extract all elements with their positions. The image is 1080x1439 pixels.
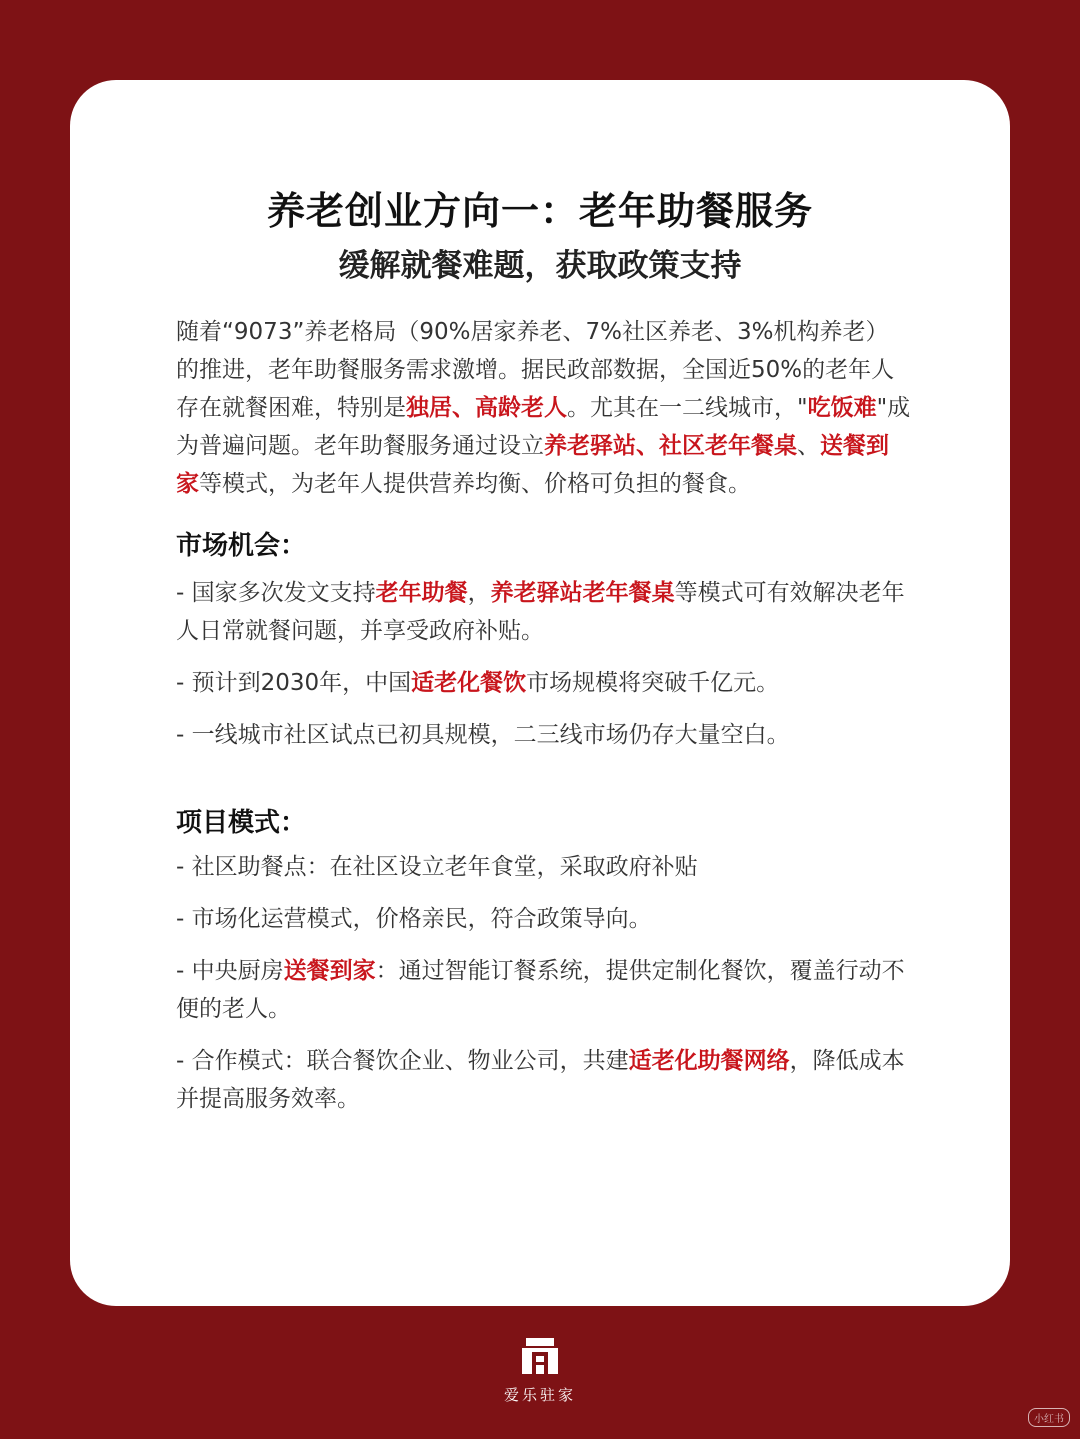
- brand-logo: [0, 1334, 1080, 1405]
- market-heading: 市场机会：: [176, 531, 307, 561]
- market-bullet-1: - 国家多次发文支持老年助餐，养老驿站老年餐桌等模式可有效解决老年人日常就餐问题，并享受政府补贴。: [176, 580, 905, 644]
- model-bullet-2: - 市场化运营模式，价格亲民，符合政策导向。: [176, 906, 652, 932]
- model-bullet-3: - 中央厨房送餐到家：通过智能订餐系统，提供定制化餐饮，覆盖行动不便的老人。: [176, 958, 905, 1022]
- model-bullet-1: - 社区助餐点：在社区设立老年食堂，采取政府补贴: [176, 854, 698, 880]
- market-bullet-3: - 一线城市社区试点已初具规模，二三线市场仍存大量空白。: [176, 722, 790, 748]
- intro-highlight: 养老驿站、社区老年餐桌: [544, 433, 797, 459]
- model-heading: 项目模式：: [176, 808, 307, 838]
- model-bullet-4: - 合作模式：联合餐饮企业、物业公司，共建适老化助餐网络，降低成本并提高服务效率。: [176, 1048, 905, 1112]
- building-logo-icon: [518, 1334, 562, 1378]
- content-card: [70, 80, 1010, 1306]
- intro-text: 等模式，为老年人提供营养均衡、价格可负担的餐食。: [199, 471, 751, 497]
- page-title: 养老创业方向一：老年助餐服务: [266, 189, 813, 233]
- intro-highlight: 送餐到家: [176, 433, 889, 497]
- intro-paragraph: [176, 313, 911, 503]
- intro-text: 随着“9073”养老格局（90%居家养老、7%社区养老、3%机构养老）的推进，老年助餐服务需求激增。据民政部数据，全国近50%的老年人存在就餐困难，特别是: [176, 319, 895, 421]
- intro-text: 、: [797, 433, 820, 459]
- intro-highlight: 独居、高龄老人: [406, 395, 567, 421]
- intro-text: "成为普遍问题。老年助餐服务通过设立: [176, 395, 911, 459]
- intro-text: 。尤其在一二线城市，": [567, 395, 808, 421]
- brand-name: 爱乐驻家: [503, 1386, 576, 1404]
- intro-highlight: 吃饭难: [807, 395, 877, 421]
- market-bullet-2: - 预计到2030年，中国适老化餐饮市场规模将突破千亿元。: [176, 670, 780, 696]
- watermark: 小红书: [1028, 1408, 1070, 1427]
- page-subtitle: 缓解就餐难题，获取政策支持: [338, 248, 742, 284]
